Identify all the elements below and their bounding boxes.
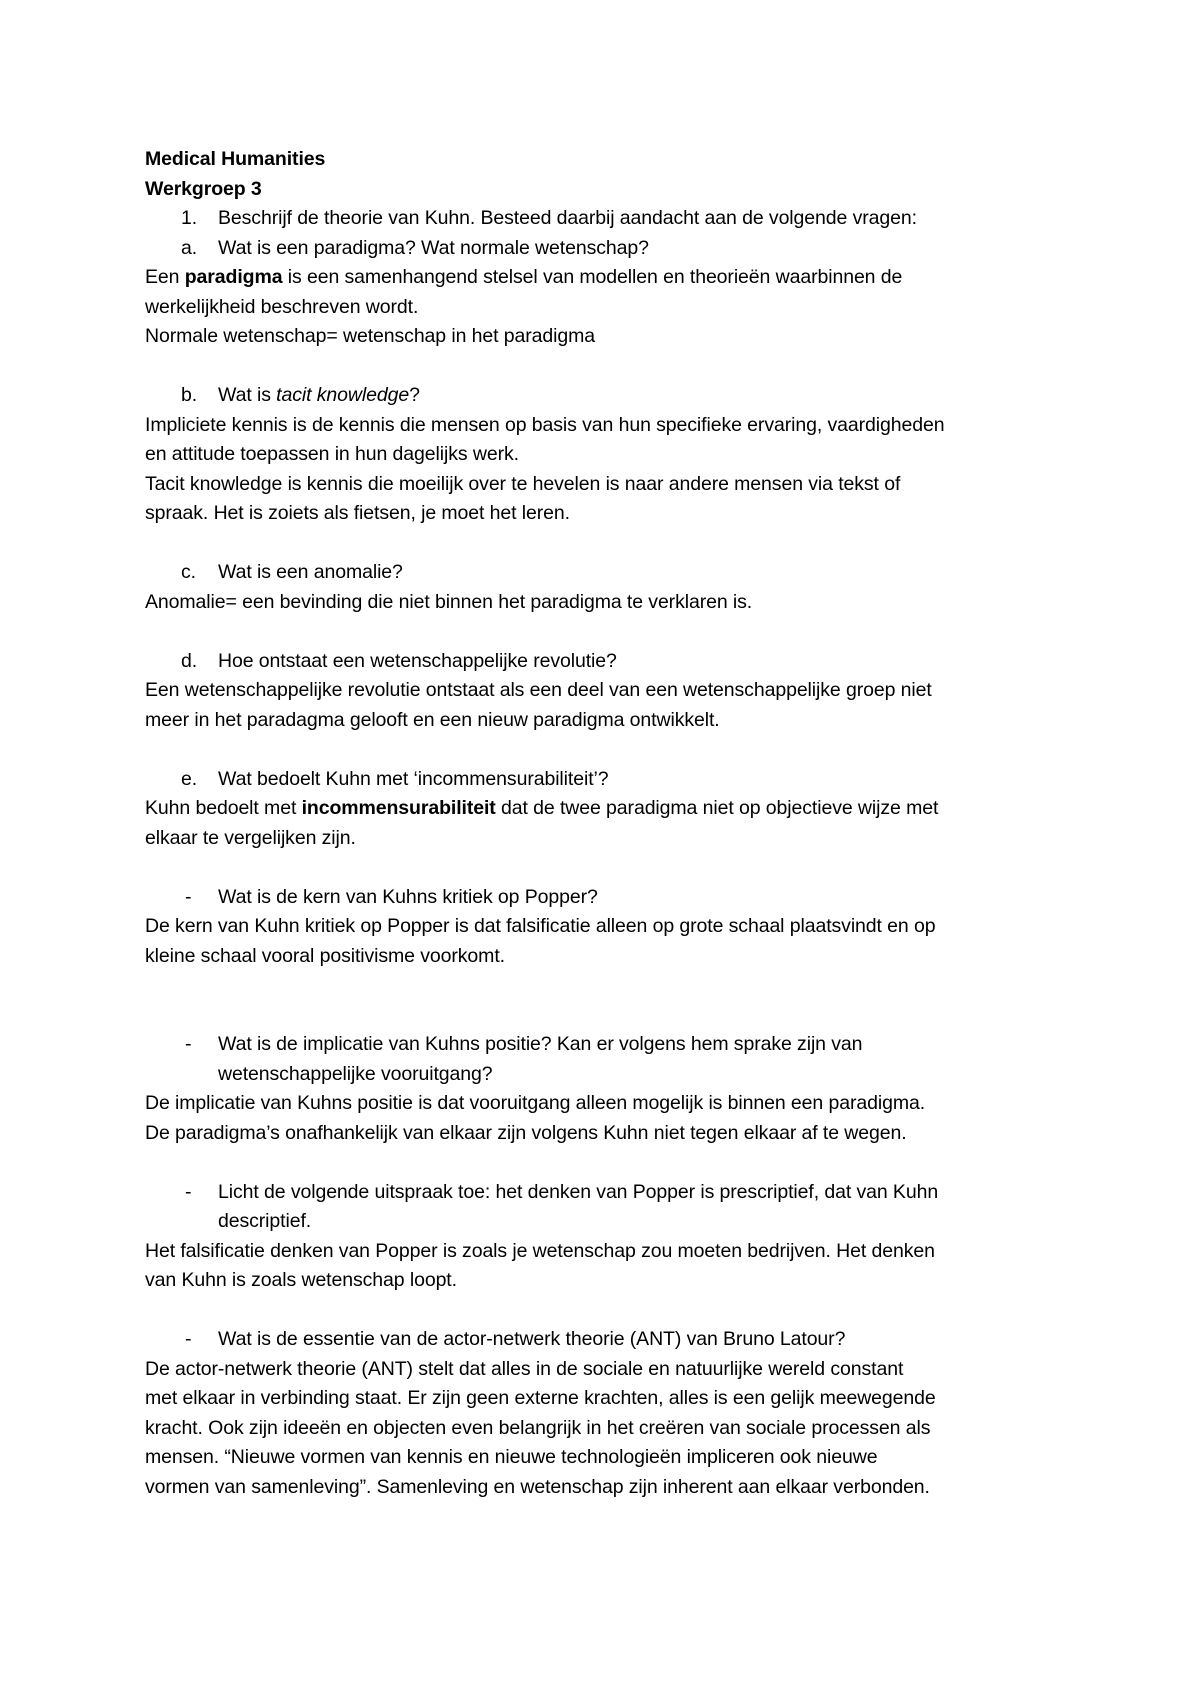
question-implicatie-line-2: wetenschappelijke vooruitgang? bbox=[218, 1062, 493, 1085]
answer-a-post: is een samenhangend stelsel van modellen en theorieën waarbinnen de bbox=[282, 266, 903, 288]
question-uitspraak bbox=[145, 1178, 1075, 1208]
answer-b-line-4: spraak. Het is zoiets als fietsen, je moet het leren. bbox=[145, 502, 570, 524]
answer-e-line-1 bbox=[145, 794, 1075, 824]
question-ant-marker: - bbox=[185, 1328, 192, 1350]
answer-b-line-2: en attitude toepassen in hun dagelijks werk. bbox=[145, 443, 519, 465]
document-title: Medical Humanities bbox=[145, 148, 326, 170]
spacer bbox=[145, 352, 1075, 382]
question-c bbox=[145, 558, 1075, 588]
question-kritiek-text: Wat is de kern van Kuhns kritiek op Popper? bbox=[218, 885, 598, 908]
question-uitspraak-marker: - bbox=[185, 1180, 192, 1203]
question-ant-text: Wat is de essentie van de actor-netwerk theorie (ANT) van Bruno Latour? bbox=[218, 1328, 846, 1350]
question-a bbox=[145, 234, 1075, 264]
answer-implicatie-line-2: De paradigma’s onafhankelijk van elkaar zijn volgens Kuhn niet tegen elkaar af te wegen. bbox=[145, 1121, 907, 1144]
question-implicatie-marker: - bbox=[185, 1033, 192, 1055]
spacer bbox=[145, 1148, 1075, 1178]
answer-a-line-1 bbox=[145, 263, 1075, 293]
spacer bbox=[145, 853, 1075, 883]
answer-c-line-1: Anomalie= een bevinding die niet binnen het paradigma te verklaren is. bbox=[145, 590, 753, 613]
spacer bbox=[145, 529, 1075, 559]
answer-e-pre: Kuhn bedoelt met bbox=[145, 797, 302, 819]
question-kritiek bbox=[145, 883, 1075, 913]
answer-ant-line-3: kracht. Ook zijn ideeën en objecten even belangrijk in het creëren van sociale processen als bbox=[145, 1416, 931, 1439]
answer-b-line-3: Tacit knowledge is kennis die moeilijk over te hevelen is naar andere mensen via tekst of bbox=[145, 472, 901, 495]
question-implicatie-line-1: Wat is de implicatie van Kuhns positie? Kan er volgens hem sprake zijn van bbox=[218, 1033, 863, 1055]
answer-ant-line-1: De actor-netwerk theorie (ANT) stelt dat alles in de sociale en natuurlijke wereld constant bbox=[145, 1357, 904, 1380]
question-b-marker: b. bbox=[181, 384, 198, 406]
question-1-text: Beschrijf de theorie van Kuhn. Besteed daarbij aandacht aan de volgende vragen: bbox=[218, 207, 917, 229]
question-a-marker: a. bbox=[181, 236, 198, 259]
spacer bbox=[145, 617, 1075, 647]
answer-a-line-2: werkelijkheid beschreven wordt. bbox=[145, 295, 419, 318]
answer-kritiek-line-2: kleine schaal vooral positivisme voorkomt. bbox=[145, 944, 505, 967]
question-d bbox=[145, 647, 1075, 677]
question-uitspraak-line-2: descriptief. bbox=[218, 1210, 312, 1232]
spacer bbox=[145, 1296, 1075, 1326]
question-e-marker: e. bbox=[181, 767, 198, 790]
answer-e-post: dat de twee paradigma niet op objectieve wijze met bbox=[495, 797, 939, 819]
question-uitspraak-cont bbox=[145, 1207, 1075, 1237]
question-1-number: 1. bbox=[181, 207, 198, 229]
answer-e-term: incommensurabiliteit bbox=[301, 797, 496, 819]
document-body bbox=[145, 145, 1075, 1502]
question-ant bbox=[145, 1325, 1075, 1355]
answer-ant-line-2: met elkaar in verbinding staat. Er zijn geen externe krachten, alles is een gelijk meewegende bbox=[145, 1387, 936, 1409]
answer-a-pre: Een bbox=[145, 266, 185, 288]
answer-a-term: paradigma bbox=[184, 266, 283, 288]
answer-kritiek-line-1: De kern van Kuhn kritiek op Popper is dat falsificatie alleen op grote schaal plaatsvindt en op bbox=[145, 915, 936, 937]
question-implicatie-cont bbox=[145, 1060, 1075, 1090]
answer-a-line-3: Normale wetenschap= wetenschap in het paradigma bbox=[145, 325, 596, 347]
question-c-text: Wat is een anomalie? bbox=[218, 561, 403, 583]
question-e bbox=[145, 765, 1075, 795]
question-a-text: Wat is een paradigma? Wat normale wetenschap? bbox=[218, 236, 649, 259]
question-d-marker: d. bbox=[181, 649, 198, 672]
answer-ant-line-4: mensen. “Nieuwe vormen van kennis en nieuwe technologieën impliceren ook nieuwe bbox=[145, 1446, 878, 1468]
question-b-pre: Wat is bbox=[218, 384, 277, 406]
answer-uitspraak-line-2: van Kuhn is zoals wetenschap loopt. bbox=[145, 1269, 457, 1291]
answer-e-line-2: elkaar te vergelijken zijn. bbox=[145, 826, 356, 849]
question-1 bbox=[145, 204, 1075, 234]
answer-b-line-1: Impliciete kennis is de kennis die mensen op basis van hun specifieke ervaring, vaardigheden bbox=[145, 413, 945, 436]
answer-uitspraak-line-1: Het falsificatie denken van Popper is zoals je wetenschap zou moeten bedrijven. Het denken bbox=[145, 1239, 935, 1262]
spacer bbox=[145, 971, 1075, 1030]
question-kritiek-marker: - bbox=[185, 885, 192, 908]
question-e-text: Wat bedoelt Kuhn met ‘incommensurabiliteit’? bbox=[218, 767, 609, 790]
question-uitspraak-line-1: Licht de volgende uitspraak toe: het denken van Popper is prescriptief, dat van Kuhn bbox=[218, 1180, 939, 1203]
question-b-term: tacit knowledge bbox=[276, 384, 410, 406]
question-d-text: Hoe ontstaat een wetenschappelijke revolutie? bbox=[218, 649, 617, 672]
answer-implicatie-line-1: De implicatie van Kuhns positie is dat vooruitgang alleen mogelijk is binnen een paradigma. bbox=[145, 1092, 926, 1114]
question-c-marker: c. bbox=[181, 561, 196, 583]
question-implicatie bbox=[145, 1030, 1075, 1060]
document-subtitle: Werkgroep 3 bbox=[145, 177, 262, 200]
answer-d-line-2: meer in het paradagma gelooft en een nieuw paradigma ontwikkelt. bbox=[145, 708, 720, 731]
answer-ant-line-5: vormen van samenleving”. Samenleving en wetenschap zijn inherent aan elkaar verbonden. bbox=[145, 1475, 930, 1498]
spacer bbox=[145, 735, 1075, 765]
question-b-post: ? bbox=[409, 384, 420, 406]
question-b bbox=[145, 381, 1075, 411]
answer-d-line-1: Een wetenschappelijke revolutie ontstaat als een deel van een wetenschappelijke groep niet bbox=[145, 679, 932, 701]
